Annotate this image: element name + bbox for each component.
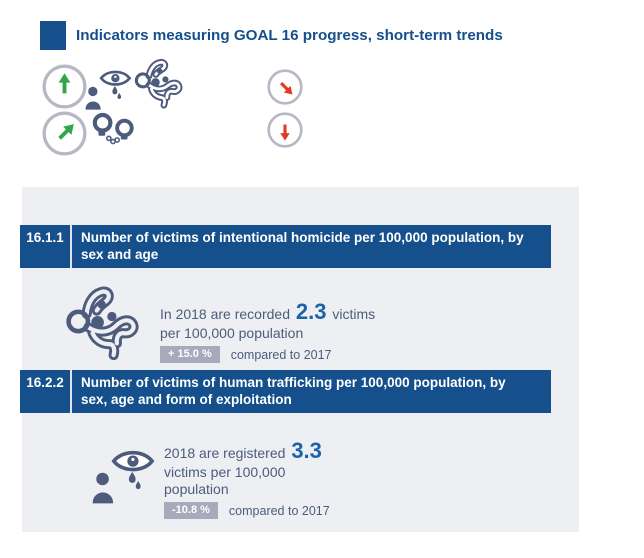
section-code: 16.2.2 [26, 375, 64, 390]
change-badge: -10.8 % [164, 502, 218, 519]
trend-down-circle-icon [267, 112, 303, 148]
stat-prefix: In 2018 are recorded [160, 306, 290, 322]
change-badge: + 15.0 % [160, 346, 220, 363]
section-title-line1: Number of victims of intentional homicide per 100,000 population, by [81, 230, 524, 245]
badge-row [160, 346, 430, 363]
section-header-16-2-2 [20, 370, 551, 413]
stat-prefix: 2018 are registered [164, 445, 286, 461]
section-code: 16.1.1 [26, 230, 64, 245]
stat-after: victims [332, 306, 376, 322]
stat-line [164, 440, 404, 464]
trafficking-victim-stat-icon [92, 438, 158, 512]
homicide-stat-block [160, 301, 430, 363]
homicide-victim-icon [64, 281, 148, 367]
section-title-line2: sex, age and form of exploitation [81, 392, 292, 407]
page-title: Indicators measuring GOAL 16 progress, short-term trends [76, 27, 503, 44]
stat-line: per 100,000 population [160, 325, 304, 341]
title-bullet-square [40, 21, 66, 50]
handcuffs-icon [87, 106, 139, 150]
section-title-line2: sex and age [81, 247, 159, 262]
section-header-16-1-1 [20, 225, 551, 268]
stat-value: 3.3 [291, 438, 322, 463]
stat-line [160, 301, 430, 325]
stat-value: 2.3 [295, 299, 327, 324]
comparison-label: compared to 2017 [228, 503, 330, 518]
comparison-label: compared to 2017 [230, 347, 332, 362]
stat-line: population [164, 481, 229, 497]
trend-down-right-circle-icon [267, 69, 303, 105]
trafficking-stat-block [164, 440, 404, 519]
trend-up-circle-icon [42, 64, 87, 109]
badge-row [164, 502, 404, 519]
homicide-outline-icon [130, 53, 192, 115]
trend-up-right-circle-icon [42, 111, 87, 156]
section-title-line1: Number of victims of human trafficking per 100,000 population, by [81, 375, 506, 390]
stat-line: victims per 100,000 [164, 464, 286, 480]
section-title [72, 225, 530, 268]
section-title [72, 370, 512, 413]
